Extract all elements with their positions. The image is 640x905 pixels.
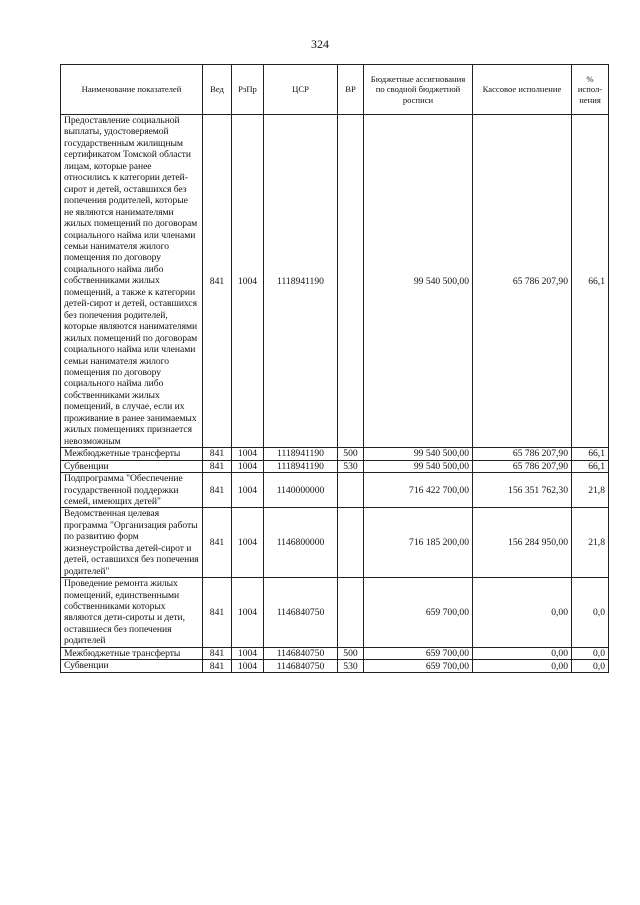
cell-cash: 0,00	[473, 578, 572, 648]
cell-ved: 841	[203, 578, 232, 648]
cell-ved: 841	[203, 460, 232, 472]
cell-csr: 1146840750	[264, 660, 338, 672]
cell-percent: 21,8	[572, 508, 609, 578]
cell-cash: 0,00	[473, 647, 572, 659]
header-percent: % испол-нения	[572, 65, 609, 115]
cell-name: Межбюджетные трансферты	[61, 448, 203, 460]
cell-vr	[338, 473, 364, 508]
cell-rzpr: 1004	[232, 660, 264, 672]
cell-name: Ведомственная целевая программа "Организация работы по развитию форм жизнеустройства детей-сирот и детей, оставшихся без попечения родителей"	[61, 508, 203, 578]
cell-name: Субвенции	[61, 660, 203, 672]
budget-execution-table	[60, 64, 609, 673]
table-row	[61, 473, 609, 508]
cell-name: Предоставление социальной выплаты, удостоверяемой государственным жилищным сертификатом Томской области лицам, которые ранее относились к категории детей-сирот и детей, оставшихся без попечения родителей, которые не являются нанимателями жилых помещений по договорам социального найма или членами семьи нанимателя жилого помещения по договору социального найма либо собственниками жилых помещений, а также к категории детей-сирот и детей, оставшихся без попечения родителей, которые являются нанимателями жилых помещений по договорам социального найма или членами семьи нанимателя жилого помещения по договору социального найма либо собственниками жилых помещений, в случае, если их проживание в ранее занимаемых жилых помещениях признается невозможным	[61, 115, 203, 448]
table-row	[61, 460, 609, 472]
cell-plan: 659 700,00	[364, 660, 473, 672]
cell-name: Проведение ремонта жилых помещений, единственными собственниками которых являются дети-сироты и дети, оставшиеся без попечения родителей	[61, 578, 203, 648]
cell-vr: 530	[338, 460, 364, 472]
cell-rzpr: 1004	[232, 508, 264, 578]
header-csr: ЦСР	[264, 65, 338, 115]
cell-csr: 1146840750	[264, 578, 338, 648]
table-row	[61, 660, 609, 672]
cell-ved: 841	[203, 473, 232, 508]
cell-rzpr: 1004	[232, 448, 264, 460]
cell-rzpr: 1004	[232, 473, 264, 508]
cell-cash: 65 786 207,90	[473, 460, 572, 472]
cell-cash: 65 786 207,90	[473, 448, 572, 460]
cell-ved: 841	[203, 448, 232, 460]
cell-name: Субвенции	[61, 460, 203, 472]
header-name: Наименование показателей	[61, 65, 203, 115]
cell-ved: 841	[203, 660, 232, 672]
table-row	[61, 578, 609, 648]
cell-plan: 659 700,00	[364, 647, 473, 659]
cell-rzpr: 1004	[232, 115, 264, 448]
cell-vr: 530	[338, 660, 364, 672]
table-row	[61, 448, 609, 460]
cell-percent: 21,8	[572, 473, 609, 508]
cell-percent: 0,0	[572, 647, 609, 659]
cell-percent: 0,0	[572, 578, 609, 648]
cell-ved: 841	[203, 115, 232, 448]
header-rzpr: РзПр	[232, 65, 264, 115]
cell-rzpr: 1004	[232, 578, 264, 648]
cell-cash: 156 284 950,00	[473, 508, 572, 578]
cell-ved: 841	[203, 508, 232, 578]
cell-ved: 841	[203, 647, 232, 659]
cell-percent: 66,1	[572, 448, 609, 460]
cell-percent: 66,1	[572, 115, 609, 448]
table-row	[61, 508, 609, 578]
cell-vr	[338, 115, 364, 448]
cell-cash: 0,00	[473, 660, 572, 672]
cell-name: Подпрограмма "Обеспечение государственной поддержки семей, имеющих детей"	[61, 473, 203, 508]
table-row	[61, 115, 609, 448]
cell-cash: 156 351 762,30	[473, 473, 572, 508]
cell-csr: 1118941190	[264, 115, 338, 448]
cell-plan: 716 422 700,00	[364, 473, 473, 508]
header-cash: Кассовое исполнение	[473, 65, 572, 115]
page-number: 324	[311, 37, 329, 51]
cell-csr: 1118941190	[264, 448, 338, 460]
header-ved: Вед	[203, 65, 232, 115]
cell-cash: 65 786 207,90	[473, 115, 572, 448]
cell-vr	[338, 508, 364, 578]
cell-percent: 66,1	[572, 460, 609, 472]
cell-rzpr: 1004	[232, 647, 264, 659]
cell-plan: 716 185 200,00	[364, 508, 473, 578]
table-header-row	[61, 65, 609, 115]
cell-plan: 99 540 500,00	[364, 460, 473, 472]
cell-csr: 1146840750	[264, 647, 338, 659]
table-row	[61, 647, 609, 659]
cell-name: Межбюджетные трансферты	[61, 647, 203, 659]
cell-plan: 659 700,00	[364, 578, 473, 648]
cell-vr: 500	[338, 647, 364, 659]
cell-plan: 99 540 500,00	[364, 448, 473, 460]
cell-csr: 1118941190	[264, 460, 338, 472]
cell-vr: 500	[338, 448, 364, 460]
cell-csr: 1140000000	[264, 473, 338, 508]
cell-plan: 99 540 500,00	[364, 115, 473, 448]
cell-percent: 0,0	[572, 660, 609, 672]
cell-csr: 1146800000	[264, 508, 338, 578]
header-plan: Бюджетные ассигнования по сводной бюджетной росписи	[364, 65, 473, 115]
cell-vr	[338, 578, 364, 648]
header-vr: ВР	[338, 65, 364, 115]
cell-rzpr: 1004	[232, 460, 264, 472]
